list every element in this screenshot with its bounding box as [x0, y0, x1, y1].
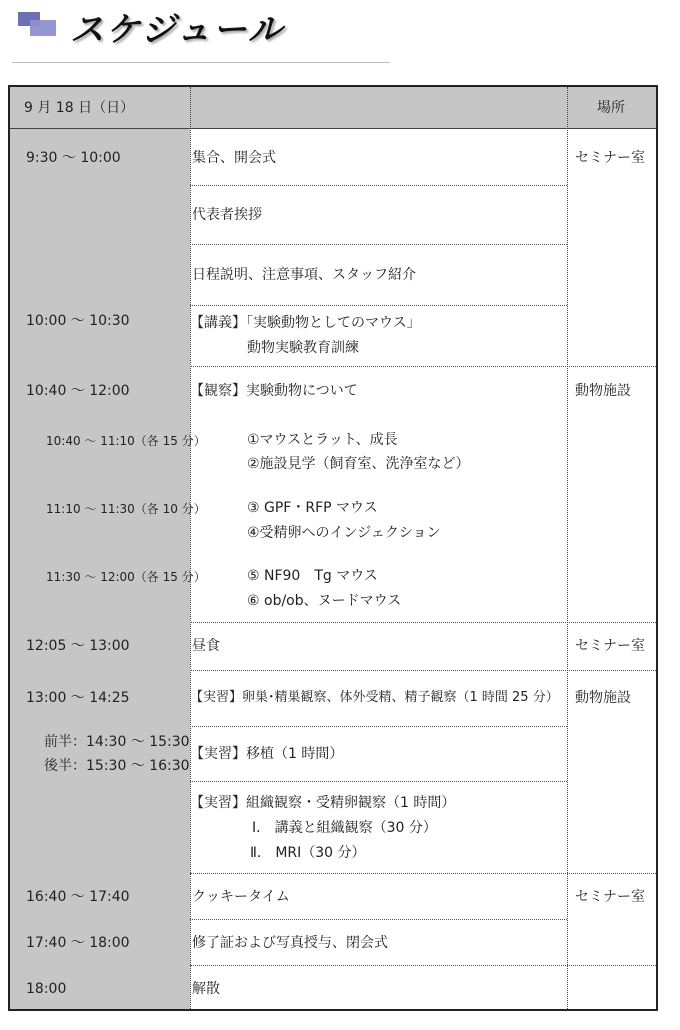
schedule-subitem: ⑥ ob/ob、ヌードマウス [247, 593, 402, 609]
row-divider [190, 305, 567, 306]
schedule-item: 昼食 [192, 638, 220, 654]
schedule-item: 【実習】移植（1 時間） [190, 746, 344, 762]
header-middle-cell [190, 87, 567, 128]
page-title: スケジュール [70, 10, 284, 50]
row-divider [190, 919, 567, 920]
place-label: セミナー室 [575, 150, 645, 166]
row-divider [190, 726, 567, 727]
schedule-subitem: Ⅱ． MRI（30 分） [250, 845, 366, 861]
schedule-item: 代表者挨拶 [192, 207, 262, 223]
place-label: セミナー室 [575, 638, 645, 654]
time-label: 前半：14:30 〜 15:30 [44, 734, 190, 750]
place-label: 動物施設 [575, 690, 631, 706]
time-label: 9:30 〜 10:00 [26, 150, 121, 166]
place-label: セミナー室 [575, 889, 645, 905]
time-label: 10:00 〜 10:30 [26, 313, 130, 329]
row-divider [190, 965, 656, 966]
time-label: 18:00 [26, 981, 67, 997]
header-place: 場所 [597, 100, 625, 116]
time-sublabel: 11:30 〜 12:00（各 15 分） [46, 570, 206, 584]
schedule-subitem: ⑤ NF90 Tg マウス [247, 568, 378, 584]
schedule-item: 【実習】卵巣･精巣観察、体外受精、精子観察（1 時間 25 分） [190, 690, 559, 705]
time-label: 12:05 〜 13:00 [26, 638, 130, 654]
row-divider [190, 185, 567, 186]
schedule-item: 解散 [192, 981, 220, 997]
schedule-item: 修了証および写真授与、閉会式 [192, 935, 388, 951]
schedule-subitem: ③ GPF・RFP マウス [247, 500, 378, 516]
row-divider [190, 781, 567, 782]
row-divider [190, 622, 656, 623]
row-divider [190, 366, 656, 367]
place-label: 動物施設 [575, 383, 631, 399]
row-divider [190, 244, 567, 245]
time-label: 後半：15:30 〜 16:30 [44, 758, 190, 774]
schedule-subitem: ④受精卵へのインジェクション [247, 525, 441, 541]
row-divider [190, 670, 656, 671]
column-divider [567, 87, 568, 1009]
time-sublabel: 10:40 〜 11:10（各 15 分） [46, 434, 206, 448]
time-label: 17:40 〜 18:00 [26, 935, 130, 951]
column-divider [190, 87, 191, 1009]
title-underline [12, 62, 390, 63]
time-label: 16:40 〜 17:40 [26, 889, 130, 905]
schedule-item: 日程説明、注意事項、スタッフ紹介 [192, 267, 416, 283]
schedule-item: 【講義】「実験動物としてのマウス」 [190, 315, 421, 331]
header-rule [10, 128, 656, 129]
schedule-subitem: ①マウスとラット、成長 [247, 432, 398, 448]
schedule-item: 【実習】組織観察・受精卵観察（1 時間） [190, 795, 456, 811]
schedule-item: 集合、開会式 [192, 150, 276, 166]
title-squares-icon [18, 12, 58, 42]
time-sublabel: 11:10 〜 11:30（各 10 分） [46, 502, 206, 516]
schedule-item: 動物実験教育訓練 [247, 340, 359, 356]
time-column [10, 87, 190, 1009]
header-date: 9 月 18 日（日） [24, 100, 135, 116]
schedule-item: 【観察】実験動物について [190, 383, 358, 399]
time-label: 10:40 〜 12:00 [26, 383, 130, 399]
schedule-subitem: Ⅰ． 講義と組織観察（30 分） [252, 820, 437, 836]
time-label: 13:00 〜 14:25 [26, 690, 130, 706]
schedule-table [8, 85, 658, 1011]
schedule-item: クッキータイム [192, 889, 290, 905]
row-divider [190, 873, 656, 874]
schedule-subitem: ②施設見学（飼育室、洗浄室など） [247, 456, 470, 472]
